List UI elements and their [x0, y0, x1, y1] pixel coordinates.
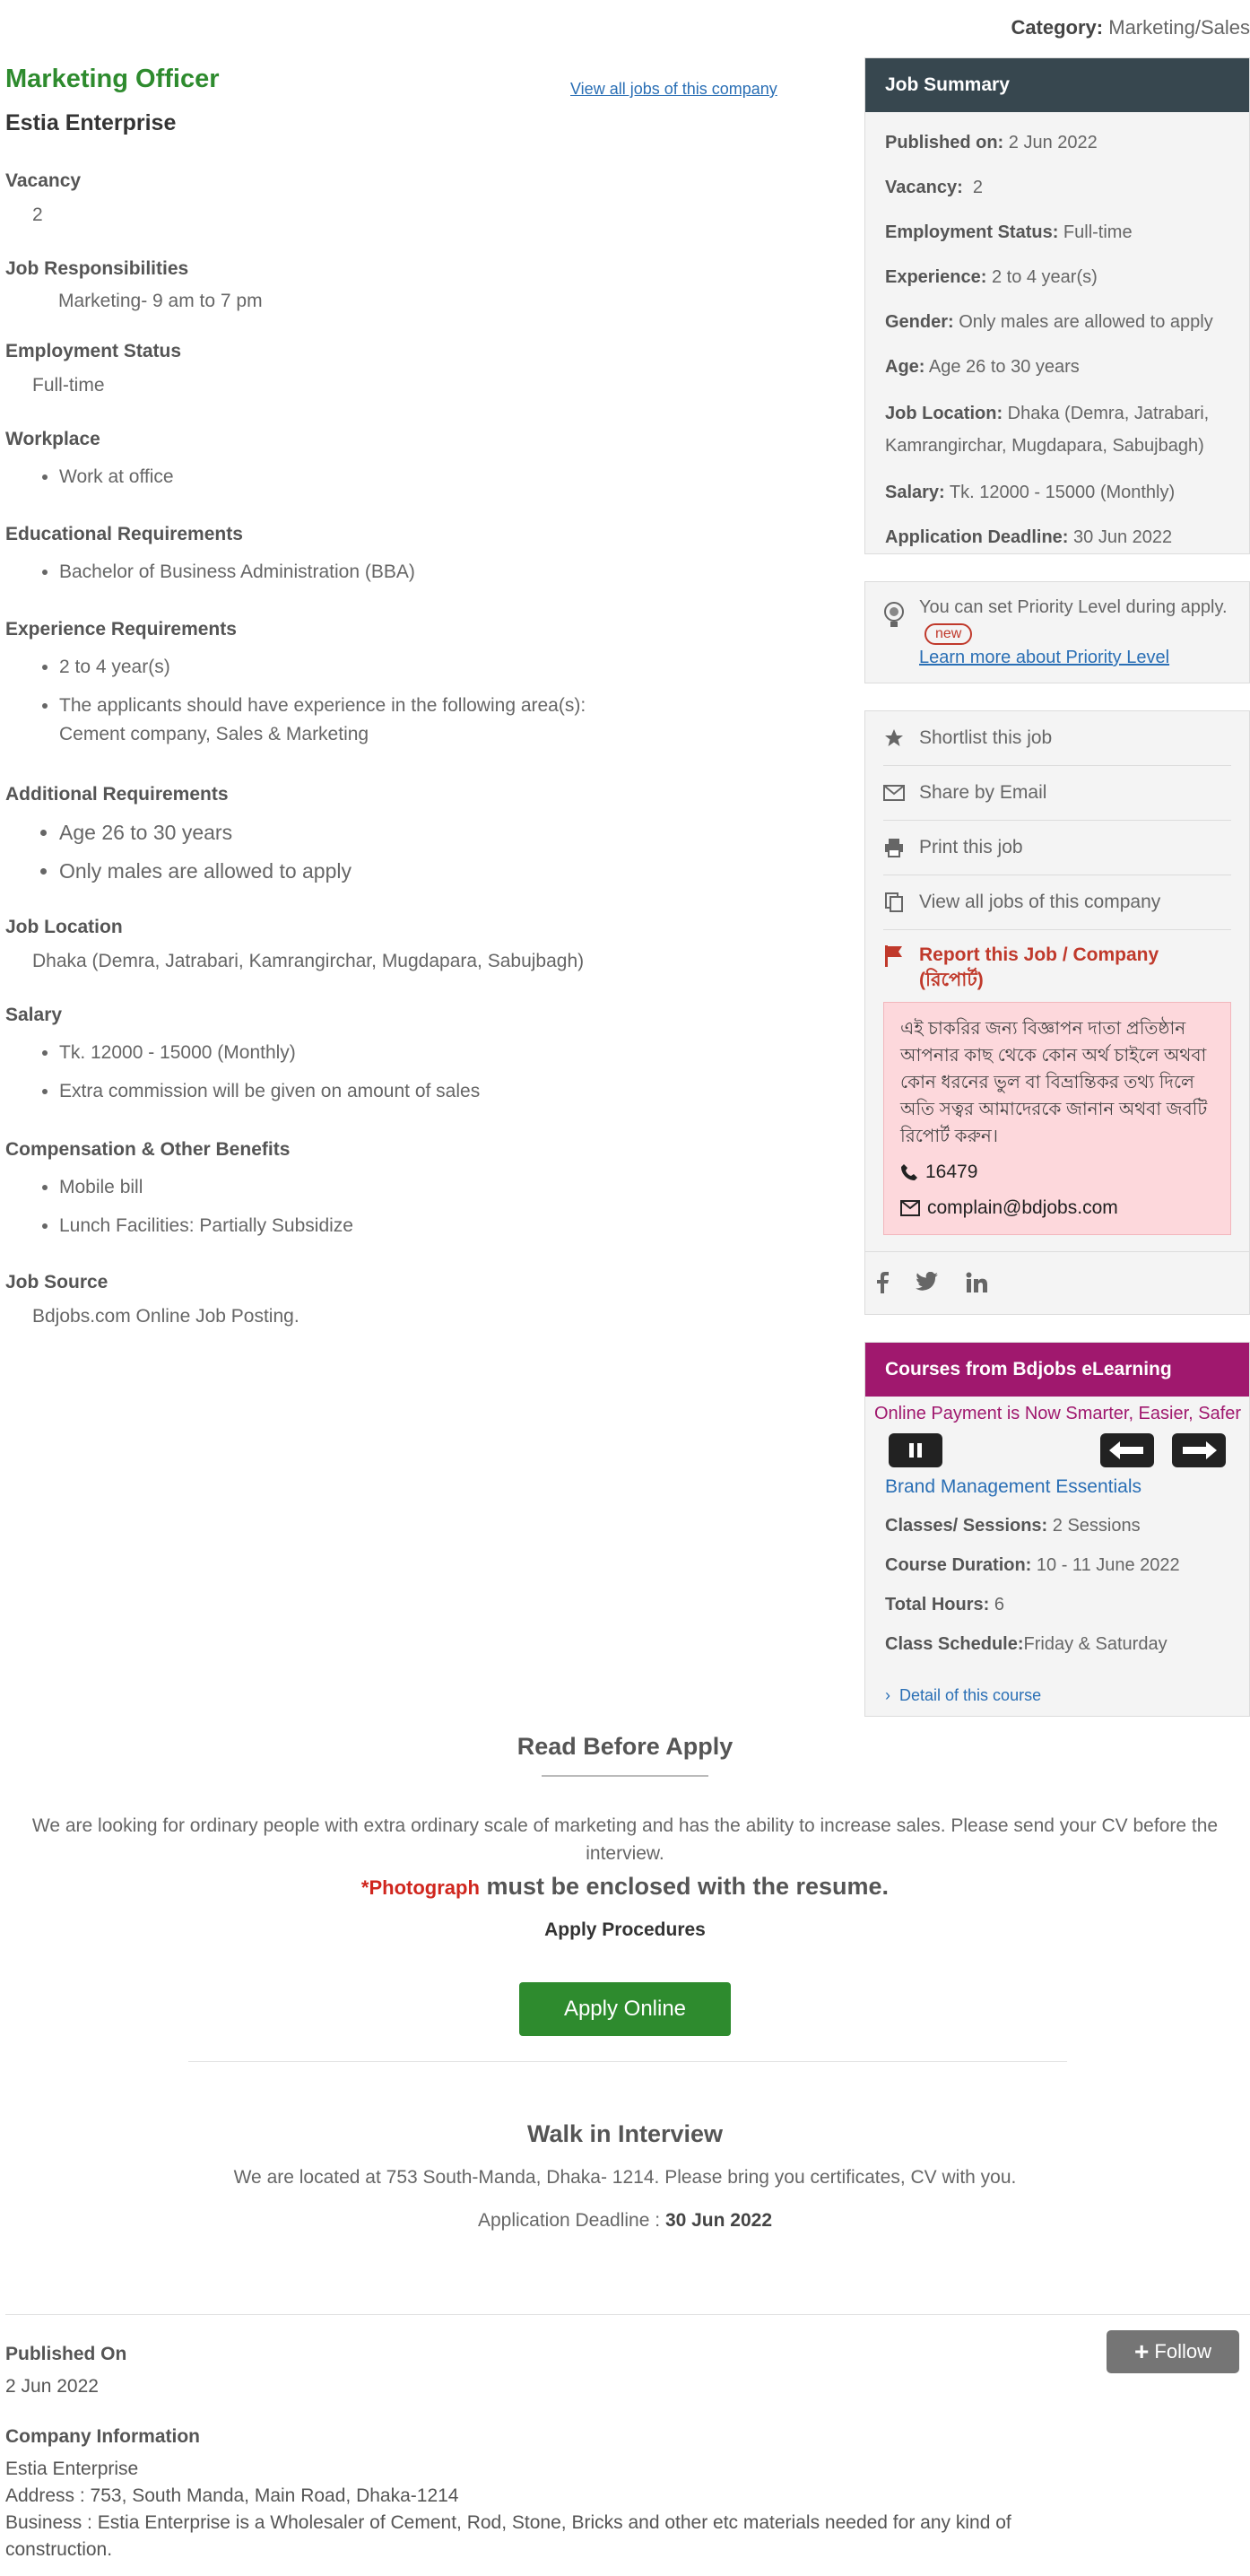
job-header [5, 65, 812, 136]
flag-icon [883, 944, 905, 968]
courses-title: Courses from Bdjobs eLearning [865, 1343, 1249, 1397]
list-item: • 2 to 4 year(s) [59, 653, 586, 682]
source-section [5, 1272, 299, 1327]
next-button[interactable] [1172, 1433, 1226, 1467]
company-info-address: Address : 753, South Manda, Main Road, Dhaka-1214 [5, 2485, 459, 2506]
report-job-button[interactable]: Report this Job / Company (রিপোর্ট) [883, 930, 1231, 993]
course-duration: Course Duration: 10 - 11 June 2022 [885, 1555, 1180, 1575]
course-sessions: Classes/ Sessions: 2 Sessions [885, 1516, 1141, 1536]
print-button[interactable]: Print this job [883, 821, 1231, 875]
courses-panel [864, 1342, 1250, 1717]
category-label: Category: [1011, 16, 1104, 39]
summary-status: Employment Status: Full-time [885, 222, 1133, 242]
divider [542, 1775, 708, 1777]
employment-status-section [5, 341, 181, 396]
star-icon [883, 727, 905, 749]
course-schedule: Class Schedule:Friday & Saturday [885, 1634, 1168, 1654]
walk-in-text: We are located at 753 South-Manda, Dhaka- 1214. Please bring you certificates, CV with you. [233, 2167, 1017, 2188]
read-before-text: We are looking for ordinary people with extra ordinary scale of marketing and has the ability to increase sales. Please send your CV before the interview. [31, 1815, 1219, 1864]
priority-panel [864, 581, 1250, 683]
social-share [865, 1251, 1249, 1306]
twitter-icon[interactable] [916, 1272, 939, 1292]
benefits-section [5, 1139, 353, 1250]
pause-button[interactable] [889, 1433, 942, 1467]
plus-icon: + [1134, 2337, 1150, 2365]
employment-status-value: Full-time [32, 375, 105, 396]
walk-in-interview [0, 2120, 1250, 2148]
experience-area-intro: The applicants should have experience in the following area(s): [59, 695, 586, 716]
company-information [5, 2424, 1046, 2563]
share-email-button[interactable]: Share by Email [883, 766, 1231, 821]
summary-gender: Gender: Only males are allowed to apply [885, 312, 1213, 332]
walk-in-deadline-value: 30 Jun 2022 [664, 2210, 773, 2231]
company-info-heading: Company Information [5, 2426, 201, 2447]
arrow-left-icon [1100, 1433, 1154, 1467]
shortlist-button[interactable]: Shortlist this job [883, 711, 1231, 766]
employment-status-heading: Employment Status [5, 341, 182, 361]
actions-panel [864, 710, 1250, 1315]
photograph-label: *Photograph [360, 1876, 480, 1899]
complain-phone: 16479 [900, 1159, 1214, 1186]
location-heading: Job Location [5, 917, 123, 937]
workplace-heading: Workplace [5, 429, 100, 449]
photograph-rest: must be enclosed with the resume. [486, 1873, 890, 1900]
list-item: • Tk. 12000 - 15000 (Monthly) [59, 1039, 480, 1067]
company-info-name: Estia Enterprise [5, 2459, 139, 2479]
envelope-icon [900, 1200, 920, 1216]
walk-in-title: Walk in Interview [526, 2120, 724, 2147]
course-title-link[interactable]: Brand Management Essentials [885, 1476, 1141, 1497]
copy-icon [883, 892, 905, 913]
additional-section [5, 784, 352, 895]
list-item [59, 692, 586, 749]
divider [5, 2314, 1250, 2315]
salary-heading: Salary [5, 1005, 63, 1025]
company-info-business: Business : Estia Enterprise is a Wholesaler of Cement, Rod, Stone, Bricks and other etc materials needed for any kind of construction. [5, 2512, 1011, 2560]
source-value: Bdjobs.com Online Job Posting. [32, 1306, 299, 1327]
linkedin-icon[interactable] [966, 1272, 987, 1293]
printer-icon [883, 837, 905, 858]
published-on [5, 2341, 1046, 2400]
job-summary-panel [864, 57, 1250, 554]
vacancy-section [5, 170, 81, 226]
summary-age: Age: Age 26 to 30 years [885, 357, 1080, 377]
apply-online-button[interactable]: Apply Online [519, 1982, 731, 2036]
responsibilities-section [5, 258, 263, 312]
prev-button[interactable] [1100, 1433, 1154, 1467]
published-value: 2 Jun 2022 [5, 2376, 99, 2397]
marquee-text: Online Payment is Now Smarter, Easier, Safer [874, 1404, 1242, 1423]
responsibilities-heading: Job Responsibilities [5, 258, 189, 279]
complain-box [883, 1002, 1231, 1235]
arrow-right-icon [1172, 1433, 1226, 1467]
source-heading: Job Source [5, 1272, 109, 1292]
priority-text: You can set Priority Level during apply. [919, 597, 1228, 617]
list-item: • Extra commission will be given on amount of sales [59, 1077, 480, 1106]
list-item: • Bachelor of Business Administration (BBA) [59, 558, 415, 587]
priority-learn-more-link[interactable]: Learn more about Priority Level [919, 648, 1170, 667]
new-badge: new [924, 623, 972, 645]
additional-heading: Additional Requirements [5, 784, 229, 805]
lightbulb-icon [881, 600, 908, 670]
apply-procedures [0, 1919, 1250, 1941]
education-heading: Educational Requirements [5, 524, 243, 544]
course-hours: Total Hours: 6 [885, 1595, 1004, 1614]
experience-area-value: Cement company, Sales & Marketing [59, 724, 369, 744]
slider-controls [865, 1424, 1249, 1467]
summary-vacancy: Vacancy: 2 [885, 178, 983, 197]
walk-in-deadline [0, 2206, 1250, 2234]
envelope-icon [883, 784, 905, 802]
complain-text: এই চাকরির জন্য বিজ্ঞাপন দাতা প্রতিষ্ঠান আপনার কাছ থেকে কোন অর্থ চাইলে অথবা কোন ধরনের ভুল বা বিভ্রান্তিকর তথ্য দিলে অতি সত্বর আমাদেরকে জানান অথবা জবটি রিপোর্ট করুন। [900, 1019, 1208, 1146]
education-section [5, 524, 415, 596]
summary-location: Job Location: Dhaka (Demra, Jatrabari, Kamrangirchar, Mugdapara, Sabujbagh) [885, 404, 1210, 456]
apply-procedures-heading: Apply Procedures [544, 1919, 706, 1940]
read-before-text-wrap [0, 1812, 1250, 1867]
location-value: Dhaka (Demra, Jatrabari, Kamrangirchar, Mugdapara, Sabujbagh) [32, 951, 585, 971]
job-summary-title: Job Summary [865, 58, 1249, 112]
list-item: • Mobile bill [59, 1173, 353, 1202]
experience-section [5, 619, 586, 749]
walk-in-deadline-label: Application Deadline : [477, 2210, 661, 2231]
experience-heading: Experience Requirements [5, 619, 237, 640]
read-before-title: Read Before Apply [516, 1733, 734, 1760]
pause-icon [889, 1433, 942, 1467]
view-all-jobs-button[interactable]: View all jobs of this company [883, 875, 1231, 930]
view-all-jobs-link[interactable]: View all jobs of this company [570, 80, 777, 98]
apply-button-wrap [0, 1982, 1250, 2036]
divider [188, 2061, 1067, 2062]
salary-section [5, 1005, 480, 1116]
list-item: • Only males are allowed to apply [59, 857, 352, 885]
job-title: Marketing Officer [5, 65, 220, 93]
vacancy-heading: Vacancy [5, 170, 82, 191]
company-name: Estia Enterprise [5, 110, 177, 135]
complain-email[interactable]: complain@bdjobs.com [900, 1195, 1214, 1222]
workplace-section [5, 429, 174, 501]
benefits-heading: Compensation & Other Benefits [5, 1139, 291, 1160]
summary-salary: Salary: Tk. 12000 - 15000 (Monthly) [885, 483, 1176, 502]
list-item: • Lunch Facilities: Partially Subsidize [59, 1212, 353, 1240]
course-detail-link[interactable]: › Detail of this course [885, 1686, 1042, 1704]
chevron-right-icon: › [885, 1686, 890, 1704]
responsibilities-value: Marketing- 9 am to 7 pm [58, 291, 263, 311]
location-section [5, 917, 584, 972]
summary-deadline: Application Deadline: 30 Jun 2022 [885, 527, 1173, 547]
walk-in-text-wrap [0, 2163, 1250, 2191]
facebook-icon[interactable] [876, 1272, 889, 1293]
category [1011, 16, 1250, 39]
list-item: • Age 26 to 30 years [59, 818, 352, 847]
list-item: • Work at office [59, 463, 174, 492]
vacancy-value: 2 [32, 205, 43, 225]
summary-published: Published on: 2 Jun 2022 [885, 133, 1098, 152]
photograph-note [0, 1873, 1250, 1901]
category-value: Marketing/Sales [1108, 16, 1250, 39]
published-heading: Published On [5, 2344, 127, 2364]
summary-experience: Experience: 2 to 4 year(s) [885, 267, 1098, 287]
read-before-apply [0, 1733, 1250, 1777]
phone-icon [900, 1163, 918, 1181]
follow-button[interactable]: + Follow [1107, 2330, 1239, 2373]
